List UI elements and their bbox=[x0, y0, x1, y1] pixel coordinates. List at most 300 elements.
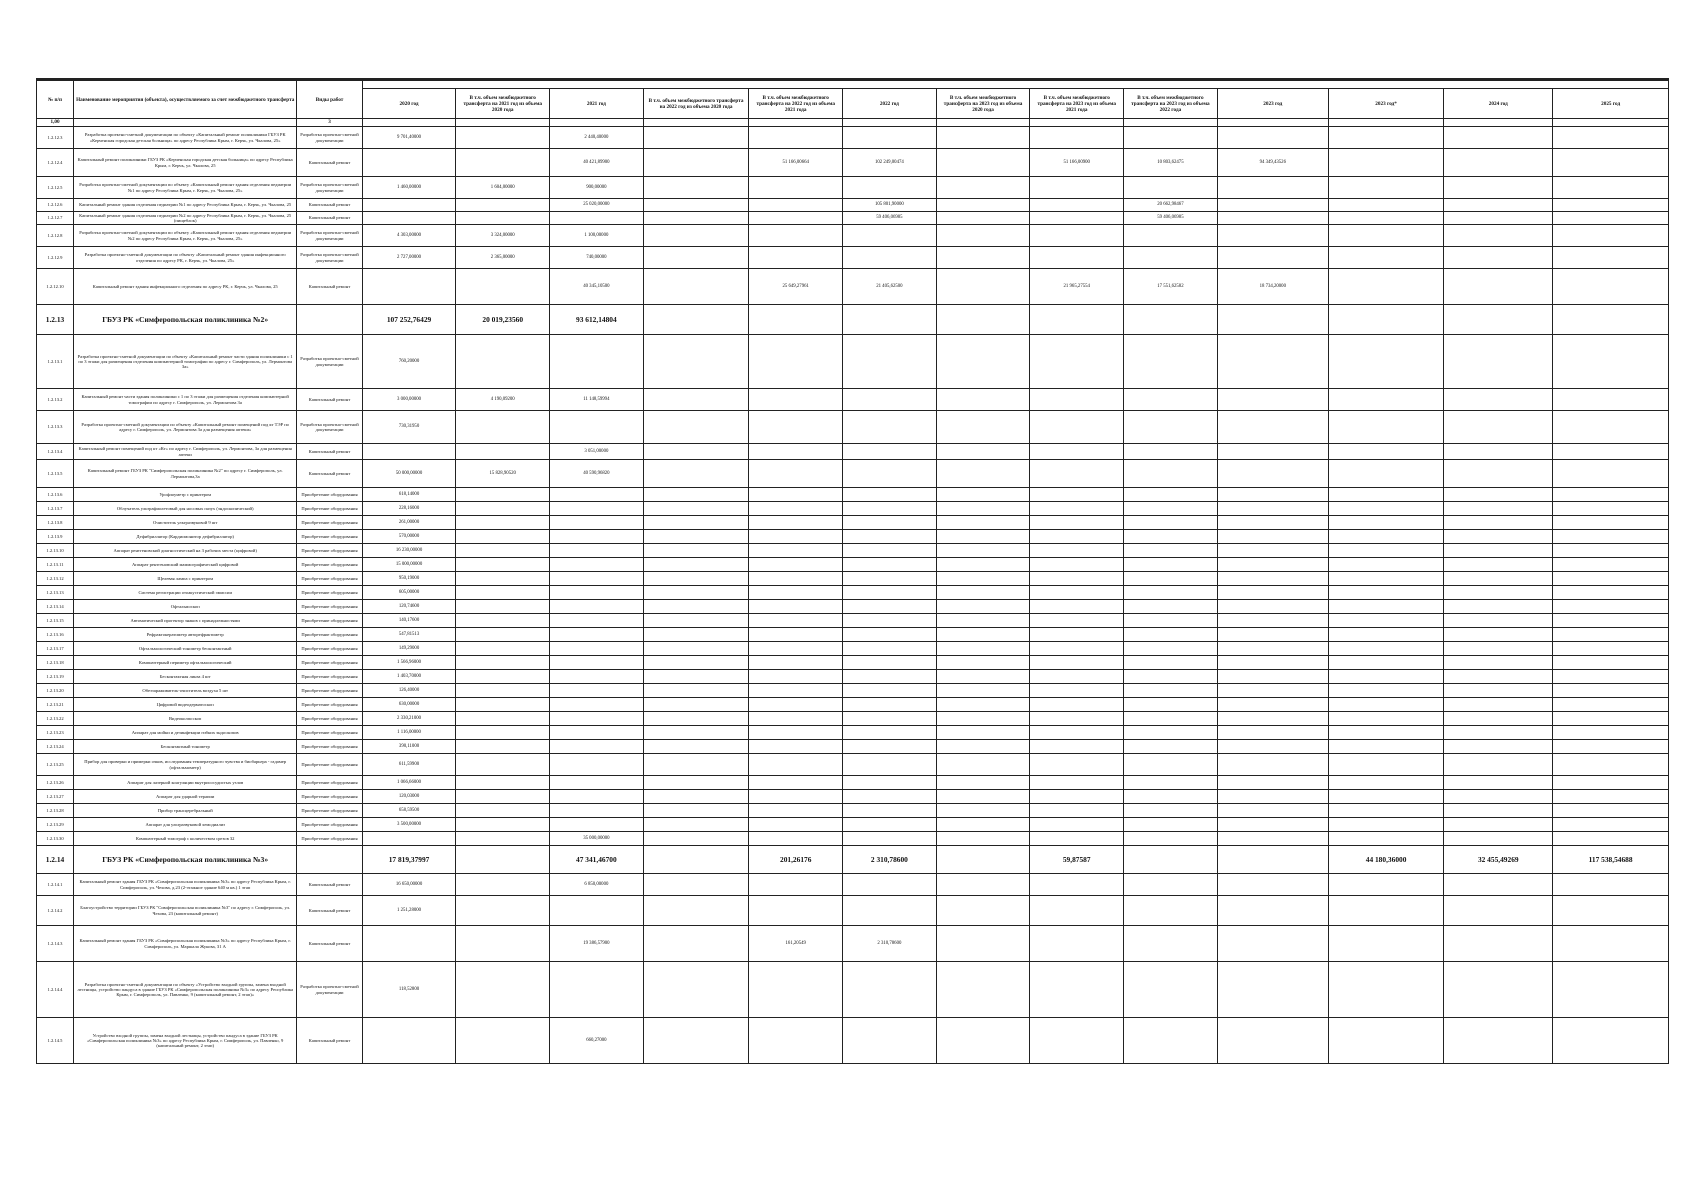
value-cell: 11 148,59994 bbox=[550, 389, 644, 411]
header-col-1: 2020 год bbox=[362, 89, 456, 119]
work-type-cell: Разработка проектно-сметной документации bbox=[297, 225, 362, 247]
work-type-cell: Приобретение оборудования bbox=[297, 818, 362, 832]
table-row bbox=[37, 832, 1669, 846]
value-cell: 1 066,66000 bbox=[362, 776, 456, 790]
value-cell bbox=[456, 572, 550, 586]
value-cell bbox=[456, 149, 550, 177]
value-cell: 17 551,62582 bbox=[1124, 269, 1218, 305]
value-cell bbox=[1553, 874, 1669, 896]
value-cell bbox=[1030, 754, 1124, 776]
value-cell: 2 727,00000 bbox=[362, 247, 456, 269]
value-cell bbox=[456, 790, 550, 804]
value-cell bbox=[749, 804, 843, 818]
value-cell bbox=[1328, 874, 1443, 896]
work-type-cell: Капитальный ремонт bbox=[297, 212, 362, 225]
value-cell bbox=[749, 530, 843, 544]
work-type-cell: Капитальный ремонт bbox=[297, 460, 362, 488]
value-cell bbox=[1217, 874, 1328, 896]
value-cell bbox=[749, 177, 843, 199]
value-cell bbox=[749, 127, 843, 149]
work-type-cell: Капитальный ремонт bbox=[297, 896, 362, 926]
value-cell bbox=[1124, 818, 1218, 832]
row-number-cell: 1.2.12.10 bbox=[37, 269, 74, 305]
header-col-4: В т.ч. объем межбюджетного трансферта на 2022 год из объема 2020 года bbox=[643, 89, 749, 119]
value-cell bbox=[1444, 600, 1553, 614]
value-cell bbox=[1217, 754, 1328, 776]
value-cell: 17 819,37997 bbox=[362, 846, 456, 874]
value-cell bbox=[1030, 726, 1124, 740]
value-cell bbox=[1553, 389, 1669, 411]
row-number-cell: 1.2.13.16 bbox=[37, 628, 74, 642]
value-cell: 102 249,00474 bbox=[843, 149, 937, 177]
value-cell bbox=[1328, 502, 1443, 516]
value-cell bbox=[1217, 600, 1328, 614]
table-header bbox=[37, 81, 1669, 127]
value-cell bbox=[1030, 962, 1124, 1018]
value-cell bbox=[643, 225, 749, 247]
value-cell bbox=[456, 754, 550, 776]
value-cell bbox=[936, 962, 1030, 1018]
value-cell bbox=[1217, 740, 1328, 754]
work-type-cell: Приобретение оборудования bbox=[297, 642, 362, 656]
value-cell bbox=[936, 832, 1030, 846]
value-cell bbox=[1553, 712, 1669, 726]
value-cell bbox=[843, 411, 937, 444]
value-cell bbox=[550, 670, 644, 684]
value-cell bbox=[1124, 544, 1218, 558]
value-cell bbox=[1444, 754, 1553, 776]
row-number-cell: 1.2.13.2 bbox=[37, 389, 74, 411]
work-type-cell: Приобретение оборудования bbox=[297, 572, 362, 586]
value-cell bbox=[643, 926, 749, 962]
table-row bbox=[37, 127, 1669, 149]
value-cell bbox=[1030, 818, 1124, 832]
value-cell bbox=[643, 530, 749, 544]
value-cell bbox=[1553, 149, 1669, 177]
value-cell bbox=[749, 628, 843, 642]
value-cell bbox=[550, 558, 644, 572]
value-cell bbox=[1124, 874, 1218, 896]
value-cell bbox=[1444, 488, 1553, 502]
value-cell: 1 460,00000 bbox=[362, 177, 456, 199]
value-cell bbox=[456, 670, 550, 684]
value-cell bbox=[936, 614, 1030, 628]
row-name-cell: Рефрактокератометр авторефрактометр bbox=[74, 628, 297, 642]
value-cell bbox=[843, 558, 937, 572]
value-cell bbox=[1444, 212, 1553, 225]
value-cell bbox=[1444, 698, 1553, 712]
row-number-cell: 1.2.13.28 bbox=[37, 804, 74, 818]
value-cell bbox=[456, 558, 550, 572]
value-cell bbox=[456, 818, 550, 832]
value-cell bbox=[1328, 642, 1443, 656]
value-cell bbox=[643, 846, 749, 874]
table-row bbox=[37, 444, 1669, 460]
value-cell bbox=[1553, 411, 1669, 444]
row-number-cell: 1.2.13.27 bbox=[37, 790, 74, 804]
value-cell bbox=[643, 712, 749, 726]
value-cell bbox=[1124, 776, 1218, 790]
value-cell bbox=[843, 502, 937, 516]
value-cell bbox=[749, 818, 843, 832]
value-cell bbox=[843, 614, 937, 628]
value-cell bbox=[936, 335, 1030, 389]
value-cell: 630,00000 bbox=[362, 698, 456, 712]
value-cell bbox=[456, 804, 550, 818]
value-cell bbox=[1328, 740, 1443, 754]
value-cell bbox=[456, 712, 550, 726]
value-cell bbox=[1124, 502, 1218, 516]
value-cell bbox=[1328, 684, 1443, 698]
value-cell bbox=[936, 926, 1030, 962]
value-cell bbox=[936, 269, 1030, 305]
value-cell bbox=[1124, 656, 1218, 670]
value-cell bbox=[936, 790, 1030, 804]
value-cell bbox=[843, 247, 937, 269]
value-cell bbox=[749, 460, 843, 488]
value-cell bbox=[1328, 776, 1443, 790]
table-row bbox=[37, 896, 1669, 926]
table-row bbox=[37, 247, 1669, 269]
row-name-cell: Бесконтактная линза 4 шт bbox=[74, 670, 297, 684]
value-cell bbox=[1217, 127, 1328, 149]
value-cell bbox=[1553, 269, 1669, 305]
row-name-cell: Капитальный ремонт помещений под кт «Кт» по адресу г. Симферополь, ул. Лермонтова, 3а для размещения аптеки bbox=[74, 444, 297, 460]
value-cell bbox=[456, 600, 550, 614]
work-type-cell: Разработка проектно-сметной документации bbox=[297, 962, 362, 1018]
value-cell bbox=[1030, 177, 1124, 199]
value-cell bbox=[936, 149, 1030, 177]
value-cell bbox=[1124, 600, 1218, 614]
value-cell bbox=[456, 684, 550, 698]
row-number-cell: 1.2.13.11 bbox=[37, 558, 74, 572]
value-cell bbox=[749, 670, 843, 684]
value-cell bbox=[1124, 628, 1218, 642]
value-cell bbox=[1217, 305, 1328, 335]
value-cell bbox=[456, 846, 550, 874]
value-cell bbox=[843, 460, 937, 488]
value-cell bbox=[749, 335, 843, 389]
row-name-cell: Офтальмологический тонометр бесконтактный bbox=[74, 642, 297, 656]
row-name-cell: Щелевая лампа с принтером bbox=[74, 572, 297, 586]
value-cell bbox=[1328, 127, 1443, 149]
value-cell: 140,17600 bbox=[362, 614, 456, 628]
value-cell bbox=[749, 586, 843, 600]
work-type-cell: Капитальный ремонт bbox=[297, 926, 362, 962]
value-cell bbox=[1553, 305, 1669, 335]
value-cell bbox=[643, 642, 749, 656]
table-row bbox=[37, 199, 1669, 212]
value-cell bbox=[749, 962, 843, 1018]
value-cell: 50 000,00000 bbox=[362, 460, 456, 488]
row-number-cell: 1.2.13.8 bbox=[37, 516, 74, 530]
row-name-cell: Прибор для проверки и примерки очков, исследования температурного чувства и биобарьера - гадамер (офтальмометр) bbox=[74, 754, 297, 776]
value-cell bbox=[1124, 740, 1218, 754]
value-cell bbox=[456, 642, 550, 656]
value-cell bbox=[1553, 698, 1669, 712]
value-cell bbox=[936, 726, 1030, 740]
value-cell bbox=[1030, 712, 1124, 726]
value-cell: 107 252,76429 bbox=[362, 305, 456, 335]
value-cell bbox=[643, 558, 749, 572]
value-cell bbox=[749, 488, 843, 502]
value-cell bbox=[1328, 712, 1443, 726]
work-type-cell: Капитальный ремонт bbox=[297, 444, 362, 460]
value-cell bbox=[1553, 684, 1669, 698]
table-row bbox=[37, 460, 1669, 488]
value-cell: 390,11000 bbox=[362, 740, 456, 754]
value-cell bbox=[643, 389, 749, 411]
value-cell bbox=[550, 684, 644, 698]
value-cell: 10 803,62475 bbox=[1124, 149, 1218, 177]
work-type-cell: Капитальный ремонт bbox=[297, 149, 362, 177]
value-cell bbox=[362, 199, 456, 212]
value-cell bbox=[456, 1018, 550, 1064]
value-cell bbox=[1124, 335, 1218, 389]
value-cell: 570,00000 bbox=[362, 530, 456, 544]
value-cell bbox=[456, 530, 550, 544]
value-cell bbox=[1444, 804, 1553, 818]
value-cell bbox=[1444, 642, 1553, 656]
value-cell bbox=[643, 149, 749, 177]
value-cell bbox=[1328, 698, 1443, 712]
value-cell bbox=[1030, 684, 1124, 698]
table-row bbox=[37, 149, 1669, 177]
value-cell bbox=[643, 247, 749, 269]
value-cell bbox=[1328, 411, 1443, 444]
table-row bbox=[37, 684, 1669, 698]
work-type-cell bbox=[297, 846, 362, 874]
value-cell bbox=[550, 600, 644, 614]
value-cell bbox=[1553, 832, 1669, 846]
section-name-cell: ГБУЗ РК «Симферопольская поликлиника №3» bbox=[74, 846, 297, 874]
value-cell bbox=[456, 199, 550, 212]
value-cell bbox=[843, 225, 937, 247]
value-cell bbox=[1553, 225, 1669, 247]
header-num-1: 1,00 bbox=[37, 119, 74, 127]
value-cell bbox=[1553, 488, 1669, 502]
value-cell bbox=[1030, 516, 1124, 530]
table-row bbox=[37, 656, 1669, 670]
value-cell bbox=[1328, 726, 1443, 740]
value-cell bbox=[936, 247, 1030, 269]
value-cell bbox=[550, 544, 644, 558]
value-cell bbox=[749, 572, 843, 586]
row-number-cell: 1.2.12.4 bbox=[37, 149, 74, 177]
value-cell bbox=[843, 530, 937, 544]
value-cell bbox=[749, 642, 843, 656]
value-cell bbox=[1217, 212, 1328, 225]
value-cell bbox=[456, 444, 550, 460]
value-cell bbox=[1328, 614, 1443, 628]
value-cell bbox=[936, 712, 1030, 726]
value-cell bbox=[843, 698, 937, 712]
value-cell bbox=[843, 177, 937, 199]
header-col-10: 2023 год bbox=[1217, 89, 1328, 119]
value-cell bbox=[749, 790, 843, 804]
row-number-cell: 1.2.13.20 bbox=[37, 684, 74, 698]
value-cell bbox=[456, 726, 550, 740]
value-cell bbox=[1328, 832, 1443, 846]
value-cell bbox=[1217, 614, 1328, 628]
value-cell bbox=[749, 726, 843, 740]
value-cell bbox=[1328, 656, 1443, 670]
header-col-12: 2024 год bbox=[1444, 89, 1553, 119]
header-num-3: 3 bbox=[297, 119, 362, 127]
value-cell bbox=[643, 1018, 749, 1064]
value-cell bbox=[1328, 335, 1443, 389]
value-cell bbox=[1444, 1018, 1553, 1064]
value-cell bbox=[643, 874, 749, 896]
value-cell bbox=[936, 1018, 1030, 1064]
value-cell bbox=[1328, 444, 1443, 460]
value-cell: 261,00000 bbox=[362, 516, 456, 530]
value-cell bbox=[550, 790, 644, 804]
value-cell bbox=[1124, 642, 1218, 656]
value-cell bbox=[1124, 177, 1218, 199]
value-cell: 20 662,98467 bbox=[1124, 199, 1218, 212]
header-name: Наименование мероприятия (объекта), осуществляемого за счет межбюджетного трансферта bbox=[74, 81, 297, 119]
value-cell bbox=[1444, 586, 1553, 600]
row-number-cell: 1.2.13.25 bbox=[37, 754, 74, 776]
value-cell bbox=[1217, 444, 1328, 460]
value-cell bbox=[643, 411, 749, 444]
header-col-9: В т.ч. объем межбюджетного трансферта на 2023 год из объема 2022 года bbox=[1124, 89, 1218, 119]
value-cell bbox=[1553, 726, 1669, 740]
table-row bbox=[37, 670, 1669, 684]
value-cell bbox=[936, 776, 1030, 790]
row-name-cell: Прибор трансцеребральный bbox=[74, 804, 297, 818]
work-type-cell: Разработка проектно-сметной документации bbox=[297, 177, 362, 199]
value-cell bbox=[550, 754, 644, 776]
value-cell bbox=[1217, 804, 1328, 818]
value-cell bbox=[643, 614, 749, 628]
value-cell bbox=[550, 776, 644, 790]
work-type-cell: Капитальный ремонт bbox=[297, 389, 362, 411]
row-name-cell: Аппарат для ударной терапии bbox=[74, 790, 297, 804]
value-cell bbox=[749, 516, 843, 530]
row-number-cell: 1.2.13.24 bbox=[37, 740, 74, 754]
value-cell bbox=[843, 628, 937, 642]
value-cell: 51 166,00664 bbox=[749, 149, 843, 177]
value-cell bbox=[1124, 726, 1218, 740]
value-cell bbox=[749, 411, 843, 444]
value-cell: 35 000,00000 bbox=[550, 832, 644, 846]
value-cell: 730,31950 bbox=[362, 411, 456, 444]
header-col-6: 2022 год bbox=[843, 89, 937, 119]
row-number-cell: 1.2.12.9 bbox=[37, 247, 74, 269]
value-cell bbox=[643, 586, 749, 600]
value-cell bbox=[1444, 149, 1553, 177]
value-cell bbox=[749, 712, 843, 726]
value-cell bbox=[749, 614, 843, 628]
work-type-cell: Капитальный ремонт bbox=[297, 1018, 362, 1064]
value-cell bbox=[1217, 411, 1328, 444]
value-cell bbox=[643, 269, 749, 305]
value-cell bbox=[362, 832, 456, 846]
value-cell bbox=[936, 874, 1030, 896]
value-cell bbox=[1124, 586, 1218, 600]
table-row bbox=[37, 740, 1669, 754]
value-cell: 660,27000 bbox=[550, 1018, 644, 1064]
value-cell bbox=[550, 962, 644, 1018]
row-number-cell: 1.2.13.4 bbox=[37, 444, 74, 460]
value-cell bbox=[456, 127, 550, 149]
value-cell bbox=[1124, 698, 1218, 712]
row-number-cell: 1.2.13.13 bbox=[37, 586, 74, 600]
header-col-3: 2021 год bbox=[550, 89, 644, 119]
value-cell bbox=[936, 389, 1030, 411]
value-cell: 3 051,00000 bbox=[550, 444, 644, 460]
value-cell bbox=[1553, 199, 1669, 212]
value-cell bbox=[643, 776, 749, 790]
table-row bbox=[37, 726, 1669, 740]
value-cell bbox=[843, 572, 937, 586]
value-cell bbox=[1328, 269, 1443, 305]
work-type-cell: Разработка проектно-сметной документации bbox=[297, 411, 362, 444]
value-cell bbox=[936, 411, 1030, 444]
value-cell bbox=[1217, 530, 1328, 544]
value-cell: 3 000,00000 bbox=[362, 389, 456, 411]
row-number-cell: 1.2.13.17 bbox=[37, 642, 74, 656]
value-cell bbox=[456, 269, 550, 305]
row-name-cell: Цифровой видеодерматоскоп bbox=[74, 698, 297, 712]
value-cell bbox=[1217, 199, 1328, 212]
work-type-cell: Приобретение оборудования bbox=[297, 502, 362, 516]
value-cell bbox=[643, 656, 749, 670]
value-cell bbox=[1553, 1018, 1669, 1064]
section-row bbox=[37, 305, 1669, 335]
value-cell bbox=[550, 740, 644, 754]
row-number-cell: 1.2.13.10 bbox=[37, 544, 74, 558]
table-row bbox=[37, 628, 1669, 642]
value-cell bbox=[1217, 776, 1328, 790]
value-cell bbox=[1444, 656, 1553, 670]
table-row bbox=[37, 572, 1669, 586]
value-cell bbox=[1444, 790, 1553, 804]
value-cell bbox=[1444, 832, 1553, 846]
value-cell bbox=[643, 335, 749, 389]
value-cell bbox=[362, 926, 456, 962]
value-cell bbox=[1553, 586, 1669, 600]
value-cell bbox=[1444, 269, 1553, 305]
value-cell bbox=[1444, 684, 1553, 698]
value-cell bbox=[1328, 1018, 1443, 1064]
row-number-cell: 1.2.13.1 bbox=[37, 335, 74, 389]
value-cell bbox=[1444, 544, 1553, 558]
row-number-cell: 1.2.13 bbox=[37, 305, 74, 335]
work-type-cell: Приобретение оборудования bbox=[297, 804, 362, 818]
value-cell bbox=[936, 670, 1030, 684]
work-type-cell: Приобретение оборудования bbox=[297, 670, 362, 684]
value-cell bbox=[456, 502, 550, 516]
value-cell bbox=[1217, 247, 1328, 269]
value-cell bbox=[749, 1018, 843, 1064]
value-cell: 547,81513 bbox=[362, 628, 456, 642]
value-cell bbox=[643, 127, 749, 149]
work-type-cell: Приобретение оборудования bbox=[297, 516, 362, 530]
value-cell bbox=[643, 818, 749, 832]
value-cell bbox=[843, 444, 937, 460]
value-cell: 950,19000 bbox=[362, 572, 456, 586]
value-cell bbox=[1030, 926, 1124, 962]
header-num-2 bbox=[74, 119, 297, 127]
value-cell bbox=[1030, 212, 1124, 225]
value-cell bbox=[749, 389, 843, 411]
value-cell bbox=[843, 305, 937, 335]
value-cell bbox=[843, 790, 937, 804]
value-cell: 94 349,43526 bbox=[1217, 149, 1328, 177]
